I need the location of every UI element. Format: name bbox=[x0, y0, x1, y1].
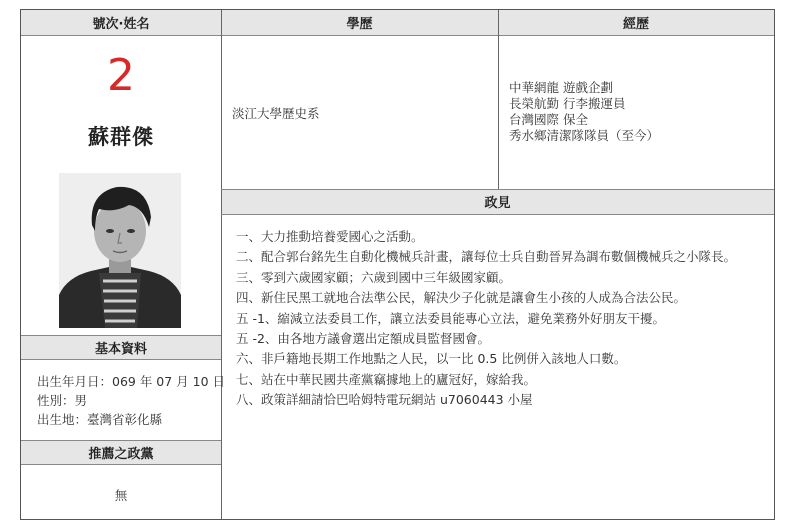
platform-top-divider bbox=[221, 189, 774, 190]
header-basic-info: 基本資料 bbox=[21, 335, 221, 359]
platform-item: 三、零到六歲國家顧；六歲到國中三年級國家顧。 bbox=[236, 269, 512, 285]
platform-item: 七、站在中華民國共產黨竊據地上的廬冠好，嫁給我。 bbox=[236, 371, 537, 387]
platform-list bbox=[236, 227, 736, 411]
header-experience: 經歷 bbox=[498, 10, 774, 35]
platform-item: 五 -2、由各地方議會選出定額成員監督國會。 bbox=[236, 331, 490, 347]
platform-item: 四、新住民黑工就地合法準公民，解決少子化就是讓會生小孩的人成為合法公民。 bbox=[236, 290, 687, 306]
party-value: 無 bbox=[114, 488, 128, 503]
platform-item: 五 -1、縮減立法委員工作，讓立法委員能專心立法，避免業務外好朋友干擾。 bbox=[236, 310, 665, 326]
platform-item: 二、配合郭台銘先生自動化機械兵計畫，讓每位士兵自動晉昇為調布數個機械兵之小隊長。 bbox=[236, 249, 737, 265]
experience-item: 長榮航勤 行李搬運員 bbox=[509, 96, 626, 111]
platform-item: 六、非戶籍地長期工作地點之人民，以一比 0.5 比例併入該地人口數。 bbox=[236, 351, 627, 367]
candidate-number: 2 bbox=[107, 50, 135, 101]
education-item: 淡江大學歷史系 bbox=[232, 106, 320, 121]
candidate-sheet bbox=[20, 9, 775, 520]
birth-date: 出生年月日：069 年 07 月 10 日 bbox=[37, 374, 226, 389]
candidate-name: 蘇群傑 bbox=[88, 125, 154, 149]
platform-item: 八、政策詳細請恰巴哈姆特電玩網站 u7060443 小屋 bbox=[236, 392, 533, 408]
platform-header-divider bbox=[221, 214, 774, 215]
experience-list bbox=[509, 80, 659, 144]
education-list bbox=[232, 104, 320, 122]
basic-info-block bbox=[37, 372, 225, 429]
experience-item: 台灣國際 保全 bbox=[509, 112, 588, 127]
column-divider-left bbox=[221, 10, 222, 519]
experience-item: 秀水鄉清潔隊隊員（至今） bbox=[509, 128, 660, 143]
candidate-photo bbox=[59, 173, 181, 328]
gender: 性別：男 bbox=[37, 393, 88, 408]
basic-info-top-divider bbox=[21, 335, 221, 336]
platform-item: 一、大力推動培養愛國心之活動。 bbox=[236, 229, 424, 244]
column-divider-right bbox=[498, 10, 499, 189]
birthplace: 出生地：臺灣省彰化縣 bbox=[37, 412, 163, 427]
party-top-divider bbox=[21, 440, 221, 441]
basic-info-header-divider bbox=[21, 359, 221, 360]
party-header-divider bbox=[21, 464, 221, 465]
header-platform: 政見 bbox=[221, 189, 774, 214]
experience-item: 中華網龍 遊戲企劃 bbox=[509, 80, 613, 95]
header-divider bbox=[21, 35, 774, 36]
header-number-name: 號次·姓名 bbox=[21, 10, 221, 35]
header-party: 推薦之政黨 bbox=[21, 440, 221, 464]
header-education: 學歷 bbox=[221, 10, 498, 35]
